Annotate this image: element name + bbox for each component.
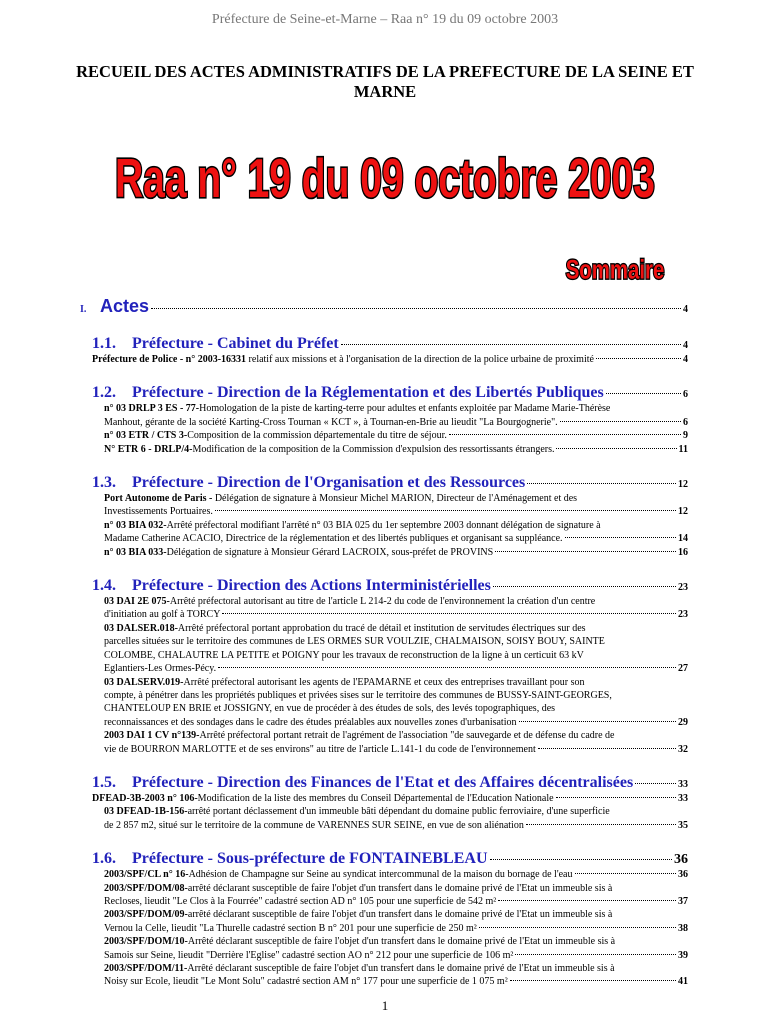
item-text: arrêté déclarant susceptible de faire l'objet d'un transfert dans le domaine privé de l'Etat un immeuble sis à (187, 909, 613, 921)
item-text-line: COLOMBE, CHALAUTRE LA PETITE et POIGNY pour les travaux de reconstruction de la ligne à un certicuit 63 kV (104, 649, 584, 661)
toc-item[interactable] (104, 443, 688, 456)
item-reference: 2003/SPF/DOM/11- (104, 963, 188, 974)
item-reference: 2003/SPF/CL n° 16- (104, 869, 189, 881)
item-text-continued: Manhout, gérante de la société Karting-Cross Tournan « KCT », à Tournan-en-Brie au lieudit "La Bourgognerie". (104, 416, 558, 428)
item-page: 6 (683, 416, 688, 428)
item-reference: N° ETR 6 - DRLP/4- (104, 443, 193, 455)
leader-dots (479, 927, 676, 928)
item-page: 16 (678, 546, 688, 558)
leader-dots (222, 613, 676, 614)
toc-item[interactable] (104, 676, 688, 730)
item-page: 41 (678, 976, 688, 988)
section-number: 1.6. (92, 850, 116, 868)
raa-title-svg (0, 140, 770, 210)
running-header: Préfecture de Seine-et-Marne – Raa n° 19 du 09 octobre 2003 (211, 12, 559, 27)
leader-dots (538, 748, 676, 749)
sommaire-graphic (555, 250, 675, 291)
item-text: Modification de la composition de la Commission d'expulsion des ressortissants étrangers. (192, 443, 555, 455)
item-page: 29 (678, 716, 688, 728)
leader-dots (556, 797, 676, 798)
item-reference: DFEAD-3B-2003 n° 106- (92, 792, 198, 804)
section-title: Préfecture - Direction des Actions Interministérielles (132, 577, 491, 595)
sommaire-svg (555, 250, 675, 286)
leader-dots (515, 954, 676, 955)
item-text: Arrêté préfectoral autorisant les agents de l'EPAMARNE et ceux des entreprises travaillant pour son (183, 676, 585, 688)
item-text-continued: Vernou la Celle, lieudit "La Thurelle cadastré section B n° 201 pour une superficie de 250 m² (104, 922, 477, 934)
toc-sections (92, 335, 688, 989)
section-page: 33 (678, 778, 688, 790)
item-text: Arrêté déclarant susceptible de faire l'objet d'un transfert dans le domaine privé de l'Etat un immeuble sis à (187, 963, 615, 974)
item-text: arrêté portant déclassement d'un immeuble bâti dépendant du domaine public ferroviaire, d'une superficie (187, 806, 610, 818)
leader-dots (510, 980, 676, 981)
toc-item[interactable] (104, 622, 688, 676)
leader-dots (596, 358, 681, 359)
leader-dots (575, 873, 677, 874)
leader-dots (151, 308, 681, 309)
item-page: 35 (678, 819, 688, 831)
leader-dots (635, 783, 676, 784)
item-page: 9 (683, 430, 688, 442)
section-number: 1.1. (92, 335, 116, 352)
section-title: Préfecture - Direction de l'Organisation et des Ressources (132, 474, 526, 492)
section-title: Préfecture - Direction de la Réglementation et des Libertés Publiques (132, 384, 604, 402)
toc-item[interactable] (104, 595, 688, 622)
toc-item[interactable] (104, 935, 688, 962)
leader-dots (493, 586, 676, 587)
toc-actes-page: 4 (683, 304, 688, 315)
section-page: 23 (678, 582, 688, 594)
item-page: 33 (678, 792, 688, 804)
section-page: 4 (683, 340, 688, 351)
section-number: 1.5. (92, 773, 116, 791)
item-reference: n° 03 ETR / CTS 3- (104, 430, 188, 442)
toc-item[interactable] (92, 792, 688, 805)
raa-title-text: Raa n° 19 du 09 octobre 2003 (115, 148, 655, 210)
toc-section-4[interactable] (92, 577, 688, 595)
item-text: relatif aux missions et à l'organisation de la direction de la police urbaine de proximité (246, 354, 594, 365)
item-text: Arrêté préfectoral portant approbation du tracé de détail et institution de servitudes électriques sur des (177, 622, 586, 634)
item-page: 11 (678, 443, 688, 455)
item-page: 38 (678, 922, 688, 934)
item-reference: Préfecture de Police - n° 2003-16331 (92, 354, 247, 365)
toc-item[interactable] (104, 882, 688, 909)
item-text-line: parcelles situées sur le territoire des communes de LES ORMES SUR VOULZIE, CHALMAISON, SOISY BOUY, SAINTE (104, 636, 605, 648)
toc-section-6[interactable] (92, 850, 688, 868)
leader-dots (556, 448, 676, 449)
item-text-continued: Noisy sur Ecole, lieudit "Le Mont Solu" cadastré section AM n° 177 pour une superficie de 1 075 m² (104, 976, 508, 988)
item-text: Délégation de signature à Monsieur Michel MARION, Directeur de l'Aménagement et des (212, 493, 578, 505)
leader-dots (490, 859, 673, 860)
section-title: Préfecture - Direction des Finances de l'Etat et des Affaires décentralisées (132, 773, 634, 791)
item-page: 27 (678, 663, 688, 675)
toc-actes-label: Actes (100, 296, 150, 316)
toc-section-2[interactable] (92, 384, 688, 402)
item-text: arrêté déclarant susceptible de faire l'objet d'un transfert dans le domaine privé de l'Etat un immeuble sis à (187, 882, 613, 894)
item-reference: n° 03 DRLP 3 ES - 77- (104, 403, 200, 415)
leader-dots (218, 667, 676, 668)
leader-dots (495, 551, 676, 552)
toc-section-3[interactable] (92, 474, 688, 492)
item-text-line: CHANTELOUP EN BRIE et JOSSIGNY, en vue de procéder à des études de sols, des levés topographiques, des (104, 703, 556, 715)
leader-dots (560, 421, 681, 422)
item-text-continued: d'initiation au golf à TORCY (104, 609, 221, 621)
toc-section-5[interactable] (92, 774, 688, 792)
section-number: 1.2. (92, 384, 116, 402)
item-text-line: compte, à pénétrer dans les propriétés publiques et privées sises sur le territoire des communes de BUSSY-SAINT-GEORGES, (104, 689, 612, 701)
item-page: 37 (678, 895, 688, 907)
item-reference: 2003/SPF/DOM/09- (104, 909, 188, 921)
item-reference: n° 03 BIA 032- (104, 519, 167, 531)
section-page: 6 (683, 389, 688, 401)
toc-item[interactable] (104, 805, 688, 832)
item-page: 23 (678, 609, 688, 621)
item-text-continued: Samois sur Seine, lieudit "Derrière l'Eglise" cadastré section AO n° 212 pour une superficie de 106 m² (104, 949, 514, 961)
item-page: 4 (683, 354, 688, 365)
item-text: Modification de la liste des membres du Conseil Départemental de l'Education Nationale (197, 792, 554, 804)
item-text: Arrêté déclarant susceptible de faire l'objet d'un transfert dans le domaine privé de l'Etat un immeuble sis à (187, 936, 616, 948)
item-text: Délégation de signature à Monsieur Gérard LACROIX, sous-préfet de PROVINS (166, 546, 494, 558)
section-number: 1.3. (92, 474, 116, 492)
item-text: Arrêté préfectoral autorisant au titre de l'article L 214-2 du code de l'environnement la création d'un centre (169, 596, 596, 608)
leader-dots (526, 824, 676, 825)
item-text-continued: Recloses, lieudit "Le Clos à la Fourrée" cadastré section AD n° 105 pour une superficie de 542 m² (104, 895, 497, 907)
toc-item[interactable] (104, 729, 688, 756)
section-title: Préfecture - Cabinet du Préfet (132, 335, 339, 352)
item-page: 12 (678, 506, 688, 518)
table-of-contents (80, 290, 688, 989)
toc-item[interactable] (104, 429, 688, 442)
item-reference: 03 DALSERV.019- (104, 676, 184, 688)
page-number: 1 (381, 998, 389, 1013)
leader-dots (606, 393, 681, 394)
item-reference: 03 DAI 2E 075- (104, 596, 170, 608)
item-reference: Port Autonome de Paris - (104, 493, 213, 505)
item-reference: n° 03 BIA 033- (104, 546, 167, 558)
item-text: Composition de la commission départementale du titre de séjour. (187, 430, 447, 442)
toc-item[interactable] (104, 546, 688, 559)
section-page: 12 (678, 479, 688, 491)
item-text: Arrêté préfectoral portant retrait de l'agrément de l'association "de sauvegarde et de défense du cadre de (199, 730, 615, 742)
leader-dots (519, 721, 677, 722)
toc-item[interactable] (104, 908, 688, 935)
toc-item[interactable] (104, 402, 688, 429)
toc-actes[interactable] (80, 296, 688, 317)
item-text-continued: vie de BOURRON MARLOTTE et de ses environs" au titre de l'article L.141-1 du code de l'environnement (104, 743, 536, 755)
item-reference: 2003/SPF/DOM/10- (104, 936, 188, 948)
leader-dots (449, 434, 681, 435)
item-reference: 03 DFEAD-1B-156- (104, 806, 188, 818)
raa-title-graphic (0, 140, 770, 215)
leader-dots (527, 483, 676, 484)
item-page: 39 (678, 949, 688, 961)
item-reference: 2003/SPF/DOM/08- (104, 882, 188, 894)
leader-dots (341, 344, 681, 345)
item-text-continued: Madame Catherine ACACIO, Directrice de la réglementation et des libertés publiques et organisant sa suppléance. (104, 533, 563, 545)
toc-section-1[interactable] (92, 335, 688, 353)
item-text: Adhésion de Champagne sur Seine au syndicat intercommunal de la maison du bornage de l'eau (188, 869, 573, 881)
item-page: 36 (678, 869, 688, 881)
item-text-continued: Eglantiers-Les Ormes-Pécy. (104, 663, 217, 675)
sommaire-text: Sommaire (565, 255, 665, 285)
item-text: Arrêté préfectoral modifiant l'arrêté n° 03 BIA 025 du 1er septembre 2003 donnant délégation de signature à (166, 519, 601, 531)
leader-dots (565, 537, 676, 538)
item-text-continued: reconnaissances et des sondages dans le cadre des études préalables aux nouvelles zones d'urbanisation (104, 716, 517, 728)
toc-item[interactable] (92, 353, 688, 366)
leader-dots (498, 900, 676, 901)
section-number: 1.4. (92, 577, 116, 595)
section-title: Préfecture - Sous-préfecture de FONTAINEBLEAU (132, 850, 488, 868)
section-page: 36 (674, 852, 688, 868)
main-title: RECUEIL DES ACTES ADMINISTRATIFS DE LA PREFECTURE DE LA SEINE ET MARNE (76, 62, 694, 101)
item-page: 14 (678, 533, 688, 545)
leader-dots (215, 510, 676, 511)
item-text: Homologation de la piste de karting-terre pour adultes et enfants exploitée par Madame Marie-Thérèse (199, 403, 611, 415)
toc-item[interactable] (104, 868, 688, 881)
item-text-continued: de 2 857 m2, situé sur le territoire de la commune de VARENNES SUR SEINE, en vue de son aliénation (104, 819, 524, 831)
toc-item[interactable] (104, 519, 688, 546)
toc-item[interactable] (104, 492, 688, 519)
item-reference: 2003 DAI 1 CV n°139- (104, 730, 200, 742)
item-reference: 03 DALSER.018- (104, 622, 178, 634)
toc-item[interactable] (104, 962, 688, 989)
toc-actes-num: I. (80, 304, 87, 315)
item-text-continued: Investissements Portuaires. (104, 506, 213, 518)
item-page: 32 (678, 743, 688, 755)
